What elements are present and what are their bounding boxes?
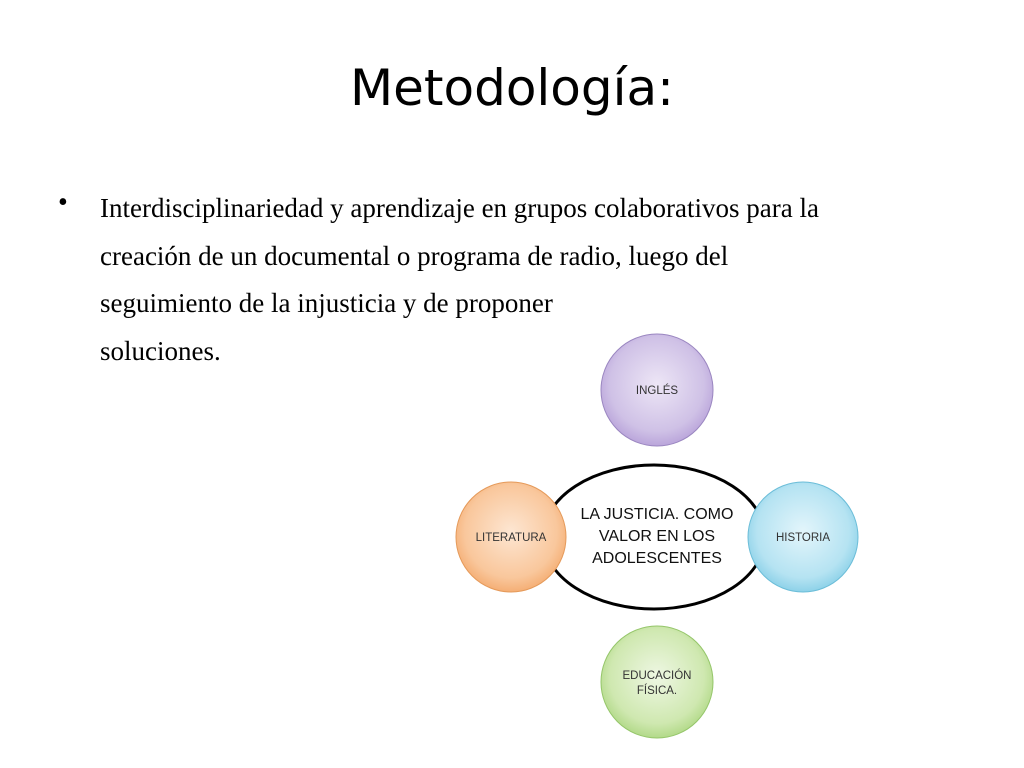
node-ingles-label: INGLÉS	[635, 385, 679, 397]
node-educacion-fisica-label-line: FÍSICA.	[636, 685, 678, 697]
node-educacion-fisica	[601, 626, 713, 738]
node-educacion-fisica-label-line: EDUCACIÓN	[622, 670, 692, 682]
bullet-dot-icon: •	[58, 187, 68, 218]
bullet-line: seguimiento de la injusticia y de proponer	[100, 288, 553, 318]
center-label-line: LA JUSTICIA. COMO	[580, 506, 734, 523]
node-literatura-label: LITERATURA	[475, 532, 547, 544]
bullet-line: creación de un documental o programa de radio, luego del	[100, 240, 729, 271]
center-label-line: VALOR EN LOS	[598, 528, 716, 545]
bullet-line: soluciones.	[100, 335, 221, 366]
node-historia-label: HISTORIA	[775, 532, 831, 544]
bullet-line: Interdisciplinariedad y aprendizaje en grupos colaborativos para la	[100, 193, 819, 223]
center-label-line: ADOLESCENTES	[592, 550, 722, 567]
slide-title: Metodología:	[349, 59, 675, 117]
